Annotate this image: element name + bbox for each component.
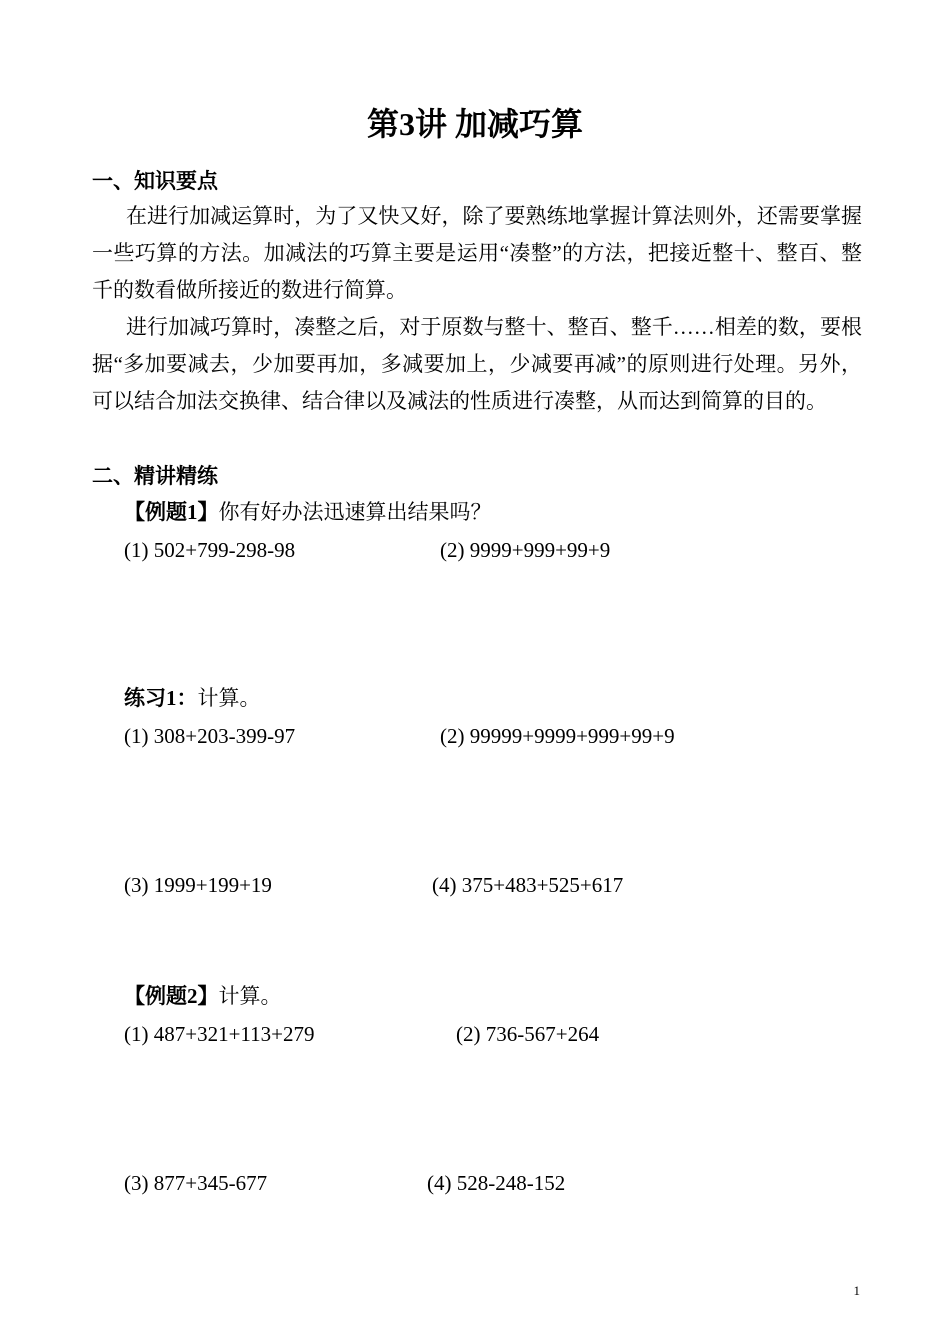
section-heading-practice: 二、精讲精练 xyxy=(92,464,218,488)
page-title: 第3讲 加减巧算 xyxy=(366,106,583,142)
example-2-header xyxy=(124,981,282,1011)
example-2-item-3: (3) 877+345-677 xyxy=(124,1171,268,1195)
practice-1-header xyxy=(124,683,261,713)
example-1-item-1: (1) 502+799-298-98 xyxy=(124,538,296,562)
example-2-item-4: (4) 528-248-152 xyxy=(427,1171,566,1195)
example-1-label: 【例题1】 xyxy=(124,500,219,524)
page-number: 1 xyxy=(853,1283,860,1298)
practice-1-item-4: (4) 375+483+525+617 xyxy=(432,873,624,897)
example-1-header xyxy=(124,497,492,527)
example-2-item-2: (2) 736-567+264 xyxy=(456,1022,600,1046)
section-heading-knowledge: 一、知识要点 xyxy=(92,169,218,193)
example-2-label: 【例题2】 xyxy=(124,984,219,1008)
example-2-prompt: 计算。 xyxy=(218,984,282,1008)
practice-1-prompt: 计算。 xyxy=(197,686,261,710)
practice-1-item-2: (2) 99999+9999+999+99+9 xyxy=(440,724,675,748)
example-1-prompt: 你有好办法迅速算出结果吗？ xyxy=(218,500,492,524)
practice-1-label: 练习1： xyxy=(124,686,198,710)
example-2-item-1: (1) 487+321+113+279 xyxy=(124,1022,315,1046)
practice-1-item-1: (1) 308+203-399-97 xyxy=(124,724,296,748)
paragraph-intro: 在进行加减运算时，为了又快又好，除了要熟练地掌握计算法则外，还需要掌握一些巧算的方法。加减法的巧算主要是运用“凑整”的方法，把接近整十、整百、整千的数看做所接近的数进行简算。 xyxy=(92,204,862,302)
practice-1-item-3: (3) 1999+199+19 xyxy=(124,873,272,897)
paragraph-rules: 进行加减巧算时，凑整之后，对于原数与整十、整百、整千……相差的数，要根据“多加要减去，少加要再加，多减要加上，少减要再减”的原则进行处理。另外，可以结合加法交换律、结合律以及减法的性质进行凑整，从而达到简算的目的。 xyxy=(92,315,862,413)
example-1-item-2: (2) 9999+999+99+9 xyxy=(440,538,611,562)
